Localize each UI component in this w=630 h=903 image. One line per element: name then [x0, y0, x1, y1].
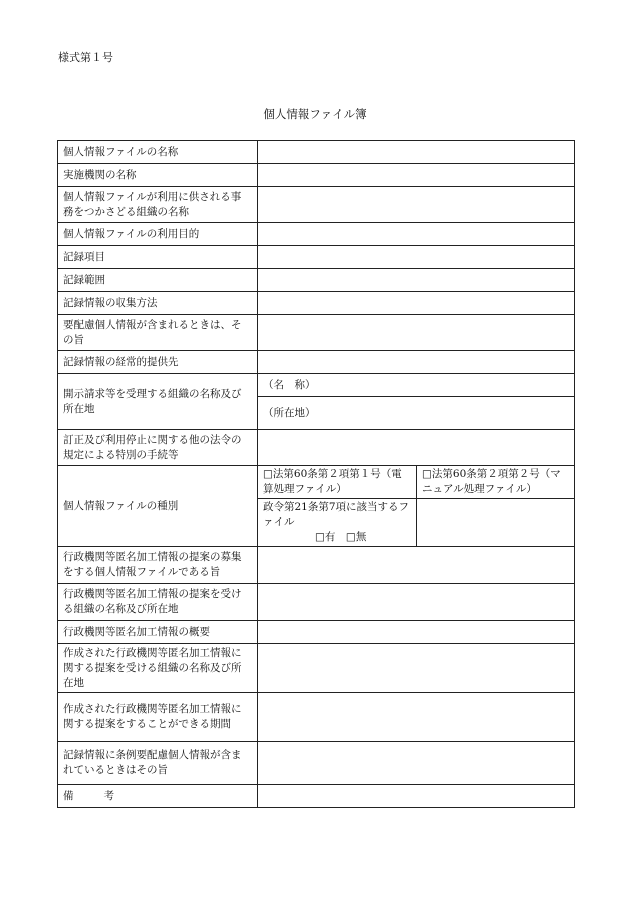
value-scope[interactable]: [258, 269, 575, 292]
kind-option-manual[interactable]: □法第60条第２項第２号（マニュアル処理ファイル）: [417, 466, 575, 499]
row-collect: [58, 292, 575, 315]
row-purpose: [58, 223, 575, 246]
value-correction[interactable]: [258, 430, 575, 466]
label-scope: 記録範囲: [58, 269, 258, 292]
label-sensitive: 要配慮個人情報が含まれるときは、その旨: [58, 315, 258, 351]
kind-sub-empty: [417, 499, 575, 547]
value-anon-period[interactable]: [258, 693, 575, 742]
label-ordinance: 記録情報に条例要配慮個人情報が含まれているときはその旨: [58, 742, 258, 785]
value-provision[interactable]: [258, 351, 575, 374]
label-collect: 記録情報の収集方法: [58, 292, 258, 315]
label-agency: 実施機関の名称: [58, 164, 258, 187]
label-remarks-cell: [58, 785, 258, 808]
label-correction: 訂正及び利用停止に関する他の法令の規定による特別の手続等: [58, 430, 258, 466]
label-anon-summary: 行政機関等匿名加工情報の概要: [58, 621, 258, 644]
label-anon-created: 作成された行政機関等匿名加工情報に関する提案を受ける組織の名称及び所在地: [58, 644, 258, 693]
label-items: 記録項目: [58, 246, 258, 269]
row-kind: [58, 466, 575, 499]
row-anon-summary: [58, 621, 575, 644]
value-anon-org[interactable]: [258, 584, 575, 621]
kind-sub-choice[interactable]: □有 □無: [315, 531, 367, 543]
document-title: 個人情報ファイル簿: [263, 107, 367, 121]
disclosure-name-field[interactable]: （名 称）: [258, 374, 575, 397]
label-anon-org: 行政機関等匿名加工情報の提案を受ける組織の名称及び所在地: [58, 584, 258, 621]
row-anon-offer: [58, 547, 575, 584]
row-org: [58, 187, 575, 223]
value-remarks[interactable]: [258, 785, 575, 808]
label-provision: 記録情報の経常的提供先: [58, 351, 258, 374]
disclosure-location-field[interactable]: （所在地）: [258, 397, 575, 430]
kind-option-electronic[interactable]: □法第60条第２項第１号（電算処理ファイル）: [258, 466, 417, 499]
row-sensitive: [58, 315, 575, 351]
row-agency: [58, 164, 575, 187]
form-number: 様式第１号: [58, 51, 113, 64]
value-purpose[interactable]: [258, 223, 575, 246]
row-remarks: [58, 785, 575, 808]
row-items: [58, 246, 575, 269]
row-anon-created: [58, 644, 575, 693]
row-scope: [58, 269, 575, 292]
row-correction: [58, 430, 575, 466]
registry-table: [57, 140, 575, 808]
label-anon-period: 作成された行政機関等匿名加工情報に関する提案をすることができる期間: [58, 693, 258, 742]
label-disclosure: 開示請求等を受理する組織の名称及び所在地: [58, 374, 258, 430]
value-collect[interactable]: [258, 292, 575, 315]
label-kind: 個人情報ファイルの種別: [58, 466, 258, 547]
kind-sub-cell: [258, 499, 417, 547]
label-file-name: 個人情報ファイルの名称: [58, 141, 258, 164]
value-file-name[interactable]: [258, 141, 575, 164]
value-sensitive[interactable]: [258, 315, 575, 351]
value-anon-summary[interactable]: [258, 621, 575, 644]
row-anon-org: [58, 584, 575, 621]
row-provision: [58, 351, 575, 374]
value-items[interactable]: [258, 246, 575, 269]
label-remarks: 備考: [63, 789, 144, 802]
kind-sub-label: 政令第21条第7項に該当するファイル: [263, 501, 410, 528]
row-file-name: [58, 141, 575, 164]
value-ordinance[interactable]: [258, 742, 575, 785]
label-purpose: 個人情報ファイルの利用目的: [58, 223, 258, 246]
value-anon-offer[interactable]: [258, 547, 575, 584]
value-agency[interactable]: [258, 164, 575, 187]
value-org[interactable]: [258, 187, 575, 223]
label-anon-offer: 行政機関等匿名加工情報の提案の募集をする個人情報ファイルである旨: [58, 547, 258, 584]
row-anon-period: [58, 693, 575, 742]
value-anon-created[interactable]: [258, 644, 575, 693]
label-org: 個人情報ファイルが利用に供される事務をつかさどる組織の名称: [58, 187, 258, 223]
row-ordinance: [58, 742, 575, 785]
row-disclosure: [58, 374, 575, 397]
